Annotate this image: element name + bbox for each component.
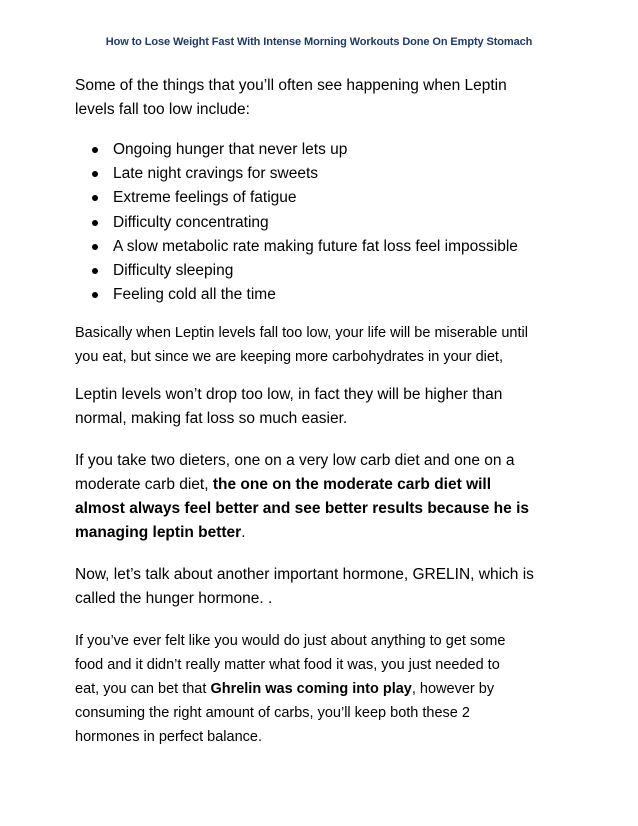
ghrelin-line-1: If you’ve ever felt like you would do just about anything to get some <box>75 633 506 650</box>
intro-paragraph <box>75 74 575 122</box>
bullet-icon <box>92 171 98 177</box>
page-header: How to Lose Weight Fast With Intense Morning Workouts Done On Empty Stomach <box>105 36 533 48</box>
ghrelin-line-2: food and it didn’t really matter what food it was, you just needed to <box>75 657 500 674</box>
bullet-icon <box>92 220 98 226</box>
list-item <box>113 283 575 307</box>
bullet-icon <box>92 292 98 298</box>
document-body <box>75 74 575 749</box>
bullet-icon <box>92 195 98 201</box>
list-item <box>113 235 575 259</box>
list-item <box>113 211 575 235</box>
dieters-emphasis-2: almost always feel better and see better results because he is <box>75 500 530 518</box>
ghrelin-line-4: consuming the right amount of carbs, you’ll keep both these 2 <box>75 705 470 722</box>
list-item-text: Ongoing hunger that never lets up <box>113 141 348 158</box>
list-item <box>113 138 575 162</box>
grelin-line-2: called the hunger hormone. . <box>75 590 273 608</box>
list-item <box>113 162 575 186</box>
leptin-line-1: Basically when Leptin levels fall too low, your life will be miserable until <box>75 325 528 342</box>
ghrelin-line-3-end: , however by <box>411 681 495 698</box>
dieters-line-2: moderate carb diet, <box>75 476 213 494</box>
bullet-icon <box>92 147 98 153</box>
ghrelin-line-5: hormones in perfect balance. <box>75 729 262 746</box>
ghrelin-paragraph <box>75 629 575 749</box>
list-item <box>113 259 575 283</box>
dieters-paragraph <box>75 449 575 545</box>
dieters-emphasis-1: the one on the moderate carb diet will <box>212 476 492 494</box>
list-item-text: Late night cravings for sweets <box>113 165 319 183</box>
ghrelin-emphasis: Ghrelin was coming into play <box>210 681 412 698</box>
list-item-text: Feeling cold all the time <box>113 286 276 304</box>
leptin-line-2: you eat, but since we are keeping more carbohydrates in your diet, <box>75 349 503 366</box>
grelin-paragraph <box>75 563 575 611</box>
bullet-icon <box>92 268 98 274</box>
bullet-icon <box>92 244 98 250</box>
intro-line-1: Some of the things that you’ll often see happening when Leptin <box>75 77 507 94</box>
dieters-line-end: . <box>241 524 246 542</box>
leptin-paragraph <box>75 321 575 369</box>
leptin-levels-line-1: Leptin levels won’t drop too low, in fact they will be higher than <box>75 386 503 404</box>
ghrelin-line-3: eat, you can bet that <box>75 681 211 698</box>
intro-line-2: levels fall too low include: <box>75 101 250 118</box>
grelin-line-1: Now, let’s talk about another important hormone, GRELIN, which is <box>75 566 534 584</box>
list-item <box>113 186 575 210</box>
dieters-line-1: If you take two dieters, one on a very low carb diet and one on a <box>75 452 515 470</box>
dieters-emphasis-3: managing leptin better <box>75 524 242 542</box>
list-item-text: Extreme feelings of fatigue <box>113 189 297 207</box>
leptin-levels-line-2: normal, making fat loss so much easier. <box>75 410 348 428</box>
list-item-text: Difficulty concentrating <box>113 213 269 231</box>
list-item-text: A slow metabolic rate making future fat loss feel impossible <box>113 237 518 255</box>
list-item-text: Difficulty sleeping <box>113 262 234 280</box>
symptom-list <box>75 138 575 307</box>
leptin-levels-paragraph <box>75 383 575 431</box>
